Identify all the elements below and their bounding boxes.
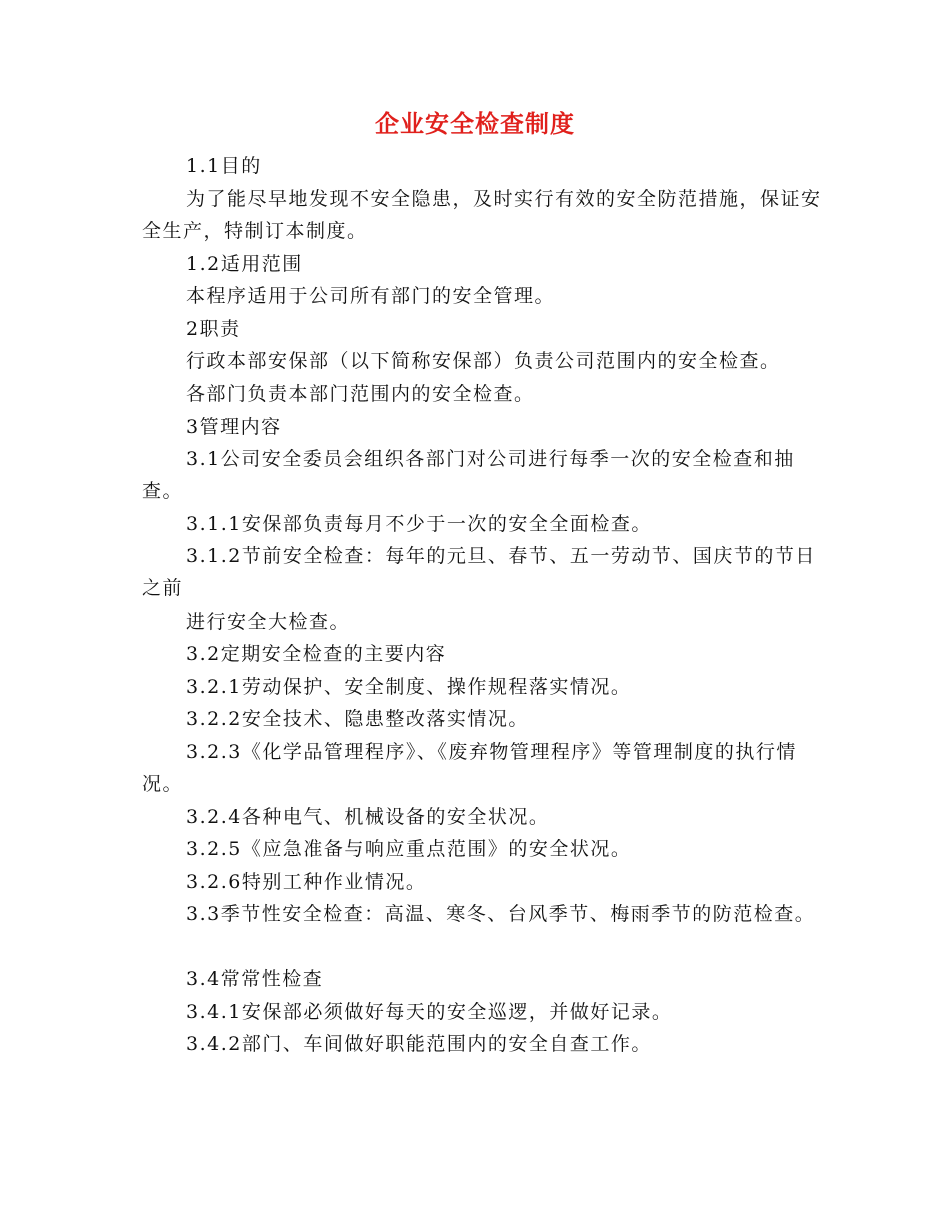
paragraph: 1.1目的 xyxy=(186,155,262,177)
paragraph: 为了能尽早地发现不安全隐患，及时实行有效的安全防范措施，保证安全生产，特制订本制度。 xyxy=(142,188,822,242)
paragraph: 3管理内容 xyxy=(186,416,282,438)
paragraph: 3.2.4各种电气、机械设备的安全状况。 xyxy=(186,806,550,828)
paragraph: 3.3季节性安全检查：高温、寒冬、台风季节、梅雨季节的防范检查。 xyxy=(186,903,816,925)
document-title: 企业安全检查制度 xyxy=(375,109,575,138)
paragraph: 3.2定期安全检查的主要内容 xyxy=(186,643,447,665)
paragraph: 进行安全大检查。 xyxy=(186,611,351,633)
paragraph: 3.4常常性检查 xyxy=(186,968,324,990)
paragraph: 3.4.2部门、车间做好职能范围内的安全自查工作。 xyxy=(186,1033,652,1055)
paragraph: 行政本部安保部（以下简称安保部）负责公司范围内的安全检查。 xyxy=(186,350,781,372)
paragraph: 3.2.2安全技术、隐患整改落实情况。 xyxy=(186,708,529,730)
paragraph: 2职责 xyxy=(186,318,241,340)
paragraph: 3.1公司安全委员会组织各部门对公司进行每季一次的安全检查和抽查。 xyxy=(142,448,795,502)
paragraph: 3.2.1劳动保护、安全制度、操作规程落实情况。 xyxy=(186,676,632,698)
paragraph: 3.2.5《应急准备与响应重点范围》的安全状况。 xyxy=(186,838,632,860)
paragraph: 本程序适用于公司所有部门的安全管理。 xyxy=(186,285,556,307)
paragraph: 3.2.6特别工种作业情况。 xyxy=(186,871,427,893)
paragraph: 3.4.1安保部必须做好每天的安全巡逻，并做好记录。 xyxy=(186,1001,673,1023)
paragraph: 3.1.2节前安全检查：每年的元旦、春节、五一劳动节、国庆节的节日之前 xyxy=(142,545,816,599)
paragraph: 各部门负责本部门范围内的安全检查。 xyxy=(186,383,535,405)
paragraph: 1.2适用范围 xyxy=(186,253,303,275)
paragraph: 3.2.3《化学品管理程序》、《废弃物管理程序》等管理制度的执行情况。 xyxy=(142,741,797,795)
paragraph: 3.1.1安保部负责每月不少于一次的安全全面检查。 xyxy=(186,513,652,535)
